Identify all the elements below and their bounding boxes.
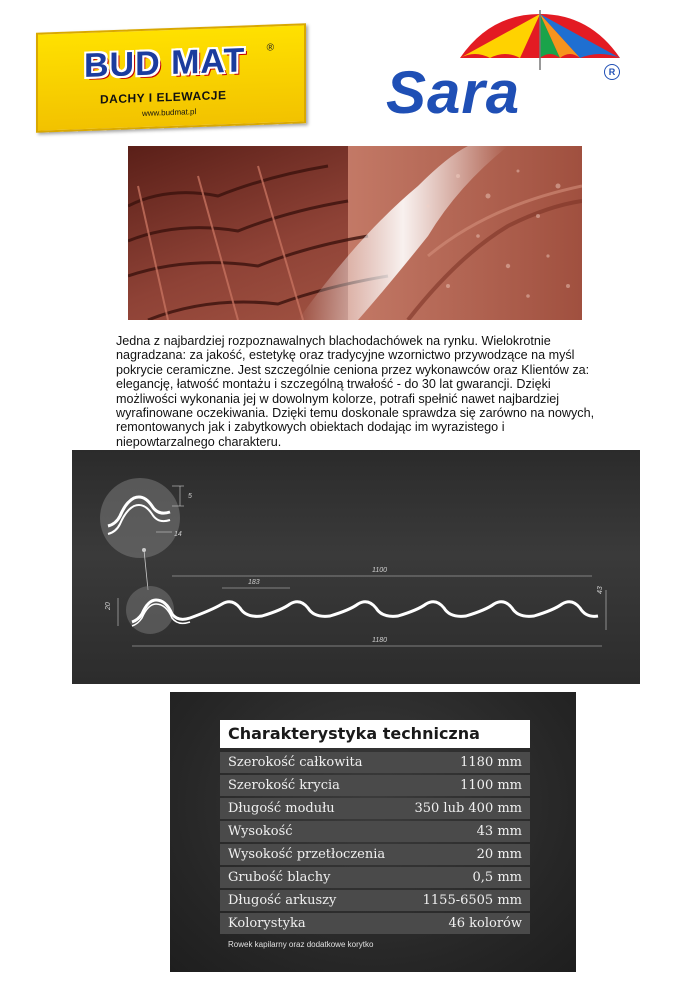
spec-note: Rowek kapilarny oraz dodatkowe korytko: [228, 940, 374, 949]
dim-1100: 1100: [372, 567, 388, 574]
product-description: Jedna z najbardziej rozpoznawalnych blachodachówek na rynku. Wielokrotnie nagradzana: za jakość, estetykę oraz tradycyjne wzornictwo przywodzące na myśl pokrycie ceramiczne. Jest szczególnie ceniona przez wykonawców oraz Klientów za: elegancję, łatwość montażu i szczególną trwałość - do 30 lat gwarancji. Dzięki możliwości wykonania jej w dowolnym kolorze, potrafi spełnić nawet najbardziej wyrafinowane oczekiwania. Dzięki temu doskonale sprawdza się zarówno na nowych, remontowanych jak i zabytkowych obiektach dodając im wyrazistego i niepowtarzalnego charakteru.: [116, 334, 595, 449]
spec-value: 1180 mm: [460, 755, 522, 770]
sara-logo: [380, 10, 630, 125]
budmat-logo-name: BUD MAT: [84, 41, 246, 86]
spec-label: Długość modułu: [228, 801, 335, 816]
spec-value: 1100 mm: [460, 778, 522, 793]
spec-label: Długość arkuszy: [228, 893, 337, 908]
dim-5: 5: [188, 493, 192, 500]
dim-43: 43: [597, 586, 604, 594]
spec-value: 0,5 mm: [472, 870, 522, 885]
spec-value: 1155-6505 mm: [422, 893, 522, 908]
spec-label: Szerokość krycia: [228, 778, 340, 793]
dim-14: 14: [174, 531, 182, 538]
spec-row: [220, 890, 530, 911]
spec-value: 350 lub 400 mm: [414, 801, 522, 816]
spec-row: [220, 821, 530, 842]
spec-title: Charakterystyka techniczna: [220, 720, 530, 748]
dim-20: 20: [105, 602, 112, 610]
spec-row: [220, 913, 530, 934]
dim-1180: 1180: [372, 637, 388, 644]
spec-row: [220, 752, 530, 773]
sara-logo-name: Sara: [386, 59, 521, 126]
registered-mark-icon: ®: [266, 42, 274, 54]
profile-diagram: [72, 450, 640, 684]
roof-tile-photo: [128, 146, 582, 320]
spec-label: Kolorystyka: [228, 916, 306, 931]
spec-row: [220, 798, 530, 819]
spec-panel: [170, 692, 576, 972]
spec-row: [220, 844, 530, 865]
budmat-logo-url: www.budmat.pl: [142, 107, 197, 119]
budmat-logo: [36, 23, 306, 132]
dim-183: 183: [248, 579, 260, 586]
spec-value: 43 mm: [476, 824, 522, 839]
tile-profile: [132, 600, 598, 622]
spec-value: 20 mm: [476, 847, 522, 862]
spec-value: 46 kolorów: [448, 916, 522, 931]
spec-label: Szerokość całkowita: [228, 755, 363, 770]
spec-label: Grubość blachy: [228, 870, 331, 885]
registered-mark-icon: R: [604, 64, 620, 80]
spec-label: Wysokość: [228, 824, 293, 839]
detail-zoom-circle: [100, 478, 180, 558]
spec-label: Wysokość przetłoczenia: [228, 847, 386, 862]
budmat-logo-tagline: DACHY I ELEWACJE: [100, 88, 227, 107]
spec-row: [220, 867, 530, 888]
spec-row: [220, 775, 530, 796]
